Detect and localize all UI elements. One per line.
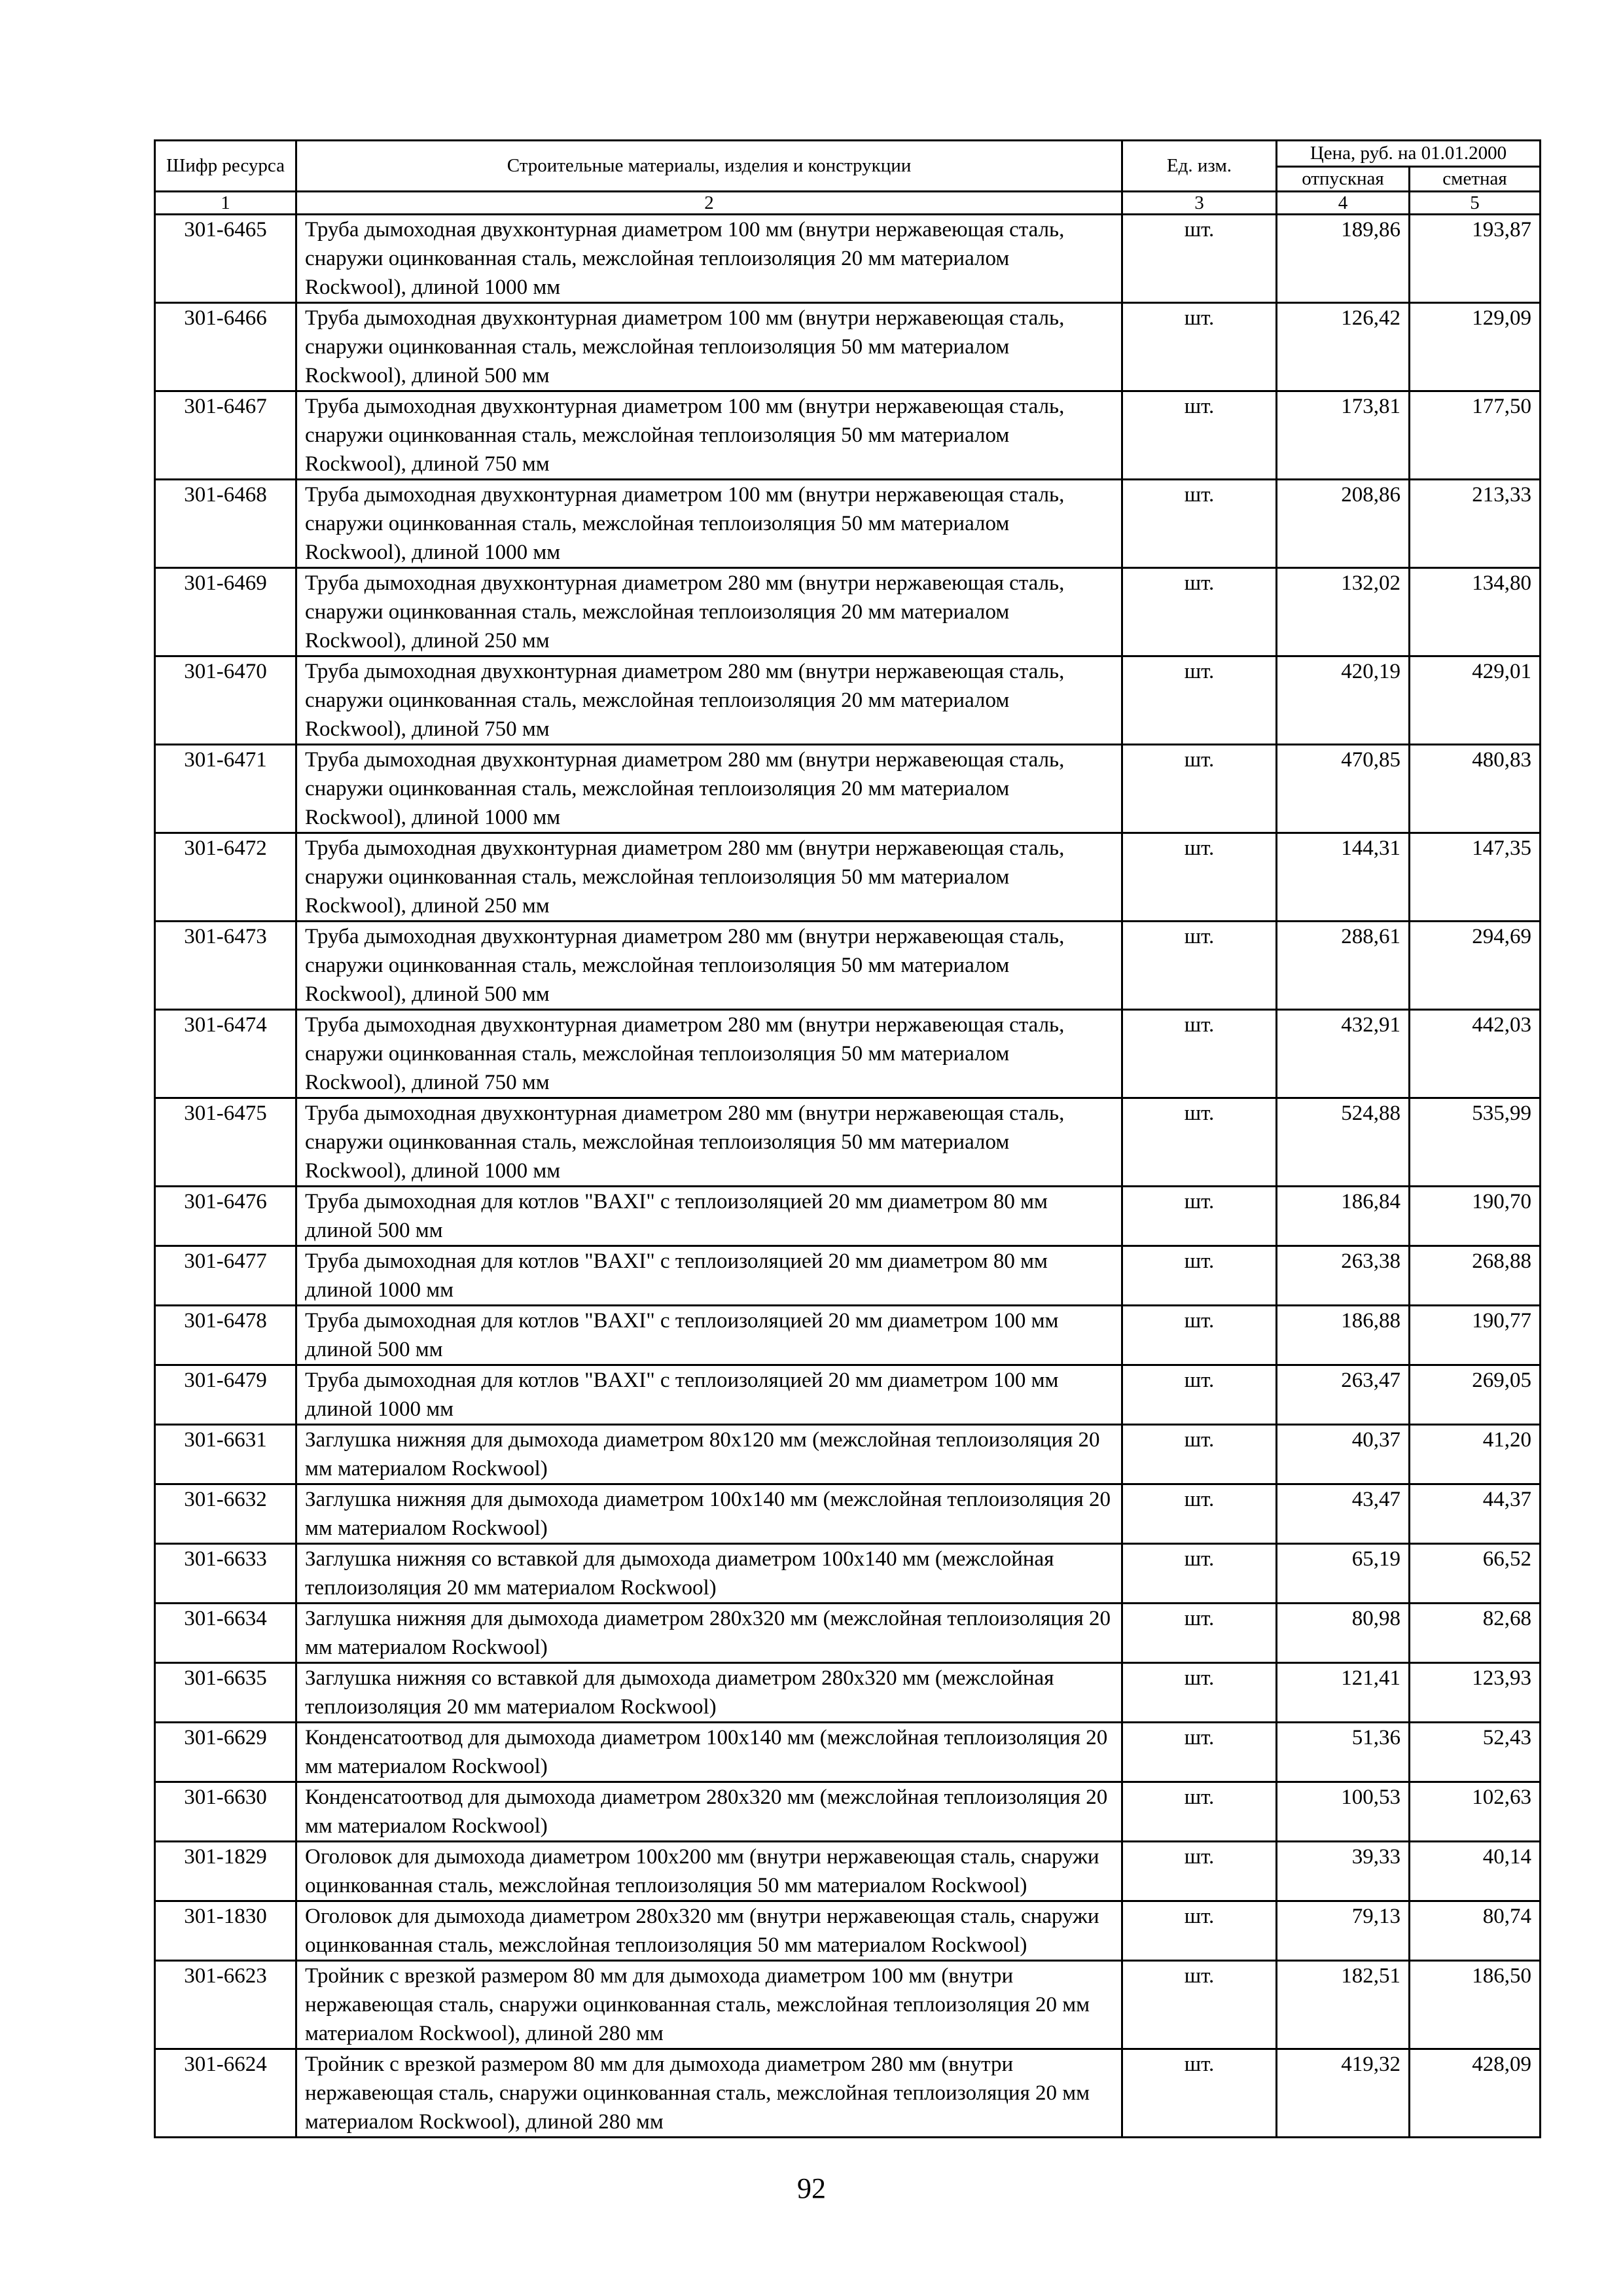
material-description: Заглушка нижняя для дымохода диаметром 100x140 мм (межслойная теплоизоляция 20 мм материалом Rockwool) <box>296 1484 1122 1544</box>
resource-code: 301-6475 <box>155 1098 296 1187</box>
estimate-price: 66,52 <box>1410 1544 1541 1604</box>
table-row <box>155 1187 1541 1246</box>
material-description: Труба дымоходная для котлов "BAXI" с теплоизоляцией 20 мм диаметром 100 мм длиной 500 мм <box>296 1306 1122 1365</box>
resource-code: 301-6629 <box>155 1723 296 1782</box>
release-price: 121,41 <box>1277 1663 1410 1723</box>
material-description: Оголовок для дымохода диаметром 280x320 мм (внутри нержавеющая сталь, снаружи оцинкованная сталь, межслойная теплоизоляция 50 мм материалом Rockwool) <box>296 1901 1122 1961</box>
material-description: Заглушка нижняя со вставкой для дымохода диаметром 280x320 мм (межслойная теплоизоляция 20 мм материалом Rockwool) <box>296 1663 1122 1723</box>
resource-code: 301-6470 <box>155 656 296 745</box>
release-price: 420,19 <box>1277 656 1410 745</box>
unit-of-measure: шт. <box>1122 568 1277 656</box>
material-description: Тройник с врезкой размером 80 мм для дымохода диаметром 100 мм (внутри нержавеющая сталь, снаружи оцинкованная сталь, межслойная теплоизоляция 20 мм материалом Rockwool), длиной 280 мм <box>296 1961 1122 2049</box>
estimate-price: 186,50 <box>1410 1961 1541 2049</box>
unit-of-measure: шт. <box>1122 833 1277 922</box>
material-description: Труба дымоходная двухконтурная диаметром 280 мм (внутри нержавеющая сталь, снаружи оцинкованная сталь, межслойная теплоизоляция 50 мм материалом Rockwool), длиной 750 мм <box>296 1010 1122 1098</box>
material-description: Труба дымоходная двухконтурная диаметром 280 мм (внутри нержавеющая сталь, снаружи оцинкованная сталь, межслойная теплоизоляция 20 мм материалом Rockwool), длиной 250 мм <box>296 568 1122 656</box>
material-description: Труба дымоходная двухконтурная диаметром 280 мм (внутри нержавеющая сталь, снаружи оцинкованная сталь, межслойная теплоизоляция 50 мм материалом Rockwool), длиной 250 мм <box>296 833 1122 922</box>
resource-code: 301-6479 <box>155 1365 296 1425</box>
material-description: Труба дымоходная двухконтурная диаметром 280 мм (внутри нержавеющая сталь, снаружи оцинкованная сталь, межслойная теплоизоляция 20 мм материалом Rockwool), длиной 750 мм <box>296 656 1122 745</box>
estimate-price: 129,09 <box>1410 303 1541 391</box>
estimate-price: 102,63 <box>1410 1782 1541 1842</box>
estimate-price: 190,77 <box>1410 1306 1541 1365</box>
unit-of-measure: шт. <box>1122 922 1277 1010</box>
estimate-price: 41,20 <box>1410 1425 1541 1484</box>
estimate-price: 480,83 <box>1410 745 1541 833</box>
material-description: Труба дымоходная двухконтурная диаметром 100 мм (внутри нержавеющая сталь, снаружи оцинкованная сталь, межслойная теплоизоляция 50 мм материалом Rockwool), длиной 750 мм <box>296 391 1122 480</box>
material-description: Труба дымоходная двухконтурная диаметром 100 мм (внутри нержавеющая сталь, снаружи оцинкованная сталь, межслойная теплоизоляция 50 мм материалом Rockwool), длиной 1000 мм <box>296 480 1122 568</box>
page-number: 92 <box>797 2172 826 2204</box>
unit-of-measure: шт. <box>1122 745 1277 833</box>
resource-code: 301-6466 <box>155 303 296 391</box>
unit-of-measure: шт. <box>1122 1484 1277 1544</box>
table-row <box>155 1484 1541 1544</box>
release-price: 79,13 <box>1277 1901 1410 1961</box>
release-price: 40,37 <box>1277 1425 1410 1484</box>
material-description: Труба дымоходная двухконтурная диаметром 280 мм (внутри нержавеющая сталь, снаружи оцинкованная сталь, межслойная теплоизоляция 50 мм материалом Rockwool), длиной 1000 мм <box>296 1098 1122 1187</box>
unit-of-measure: шт. <box>1122 1098 1277 1187</box>
resource-code: 301-6633 <box>155 1544 296 1604</box>
resource-code: 301-6623 <box>155 1961 296 2049</box>
header-estimate-price: сметная <box>1410 167 1541 192</box>
header-name: Строительные материалы, изделия и конструкции <box>296 141 1122 192</box>
release-price: 263,47 <box>1277 1365 1410 1425</box>
unit-of-measure: шт. <box>1122 1604 1277 1663</box>
table-row <box>155 656 1541 745</box>
release-price: 288,61 <box>1277 922 1410 1010</box>
unit-of-measure: шт. <box>1122 1961 1277 2049</box>
estimate-price: 193,87 <box>1410 215 1541 303</box>
header-unit: Ед. изм. <box>1122 141 1277 192</box>
resource-code: 301-6471 <box>155 745 296 833</box>
release-price: 182,51 <box>1277 1961 1410 2049</box>
release-price: 51,36 <box>1277 1723 1410 1782</box>
material-description: Труба дымоходная двухконтурная диаметром 100 мм (внутри нержавеющая сталь, снаружи оцинкованная сталь, межслойная теплоизоляция 20 мм материалом Rockwool), длиной 1000 мм <box>296 215 1122 303</box>
resource-code: 301-6468 <box>155 480 296 568</box>
estimate-price: 269,05 <box>1410 1365 1541 1425</box>
estimate-price: 429,01 <box>1410 656 1541 745</box>
unit-of-measure: шт. <box>1122 1782 1277 1842</box>
table-row <box>155 1544 1541 1604</box>
table-row <box>155 215 1541 303</box>
column-number: 4 <box>1277 192 1410 215</box>
column-number: 5 <box>1410 192 1541 215</box>
unit-of-measure: шт. <box>1122 1544 1277 1604</box>
resource-code: 301-6624 <box>155 2049 296 2138</box>
resource-code: 301-6472 <box>155 833 296 922</box>
table-row <box>155 1723 1541 1782</box>
unit-of-measure: шт. <box>1122 1425 1277 1484</box>
release-price: 186,88 <box>1277 1306 1410 1365</box>
estimate-price: 294,69 <box>1410 922 1541 1010</box>
estimate-price: 44,37 <box>1410 1484 1541 1544</box>
unit-of-measure: шт. <box>1122 1365 1277 1425</box>
unit-of-measure: шт. <box>1122 1842 1277 1901</box>
resource-code: 301-6634 <box>155 1604 296 1663</box>
release-price: 470,85 <box>1277 745 1410 833</box>
unit-of-measure: шт. <box>1122 1010 1277 1098</box>
estimate-price: 213,33 <box>1410 480 1541 568</box>
release-price: 524,88 <box>1277 1098 1410 1187</box>
release-price: 80,98 <box>1277 1604 1410 1663</box>
release-price: 126,42 <box>1277 303 1410 391</box>
table-row <box>155 1425 1541 1484</box>
estimate-price: 428,09 <box>1410 2049 1541 2138</box>
unit-of-measure: шт. <box>1122 480 1277 568</box>
table-row <box>155 1604 1541 1663</box>
column-number: 3 <box>1122 192 1277 215</box>
header-release-price: отпускная <box>1277 167 1410 192</box>
release-price: 419,32 <box>1277 2049 1410 2138</box>
release-price: 432,91 <box>1277 1010 1410 1098</box>
release-price: 144,31 <box>1277 833 1410 922</box>
release-price: 39,33 <box>1277 1842 1410 1901</box>
unit-of-measure: шт. <box>1122 1723 1277 1782</box>
table-body <box>155 215 1541 2138</box>
unit-of-measure: шт. <box>1122 2049 1277 2138</box>
estimate-price: 147,35 <box>1410 833 1541 922</box>
material-description: Тройник с врезкой размером 80 мм для дымохода диаметром 280 мм (внутри нержавеющая сталь, снаружи оцинкованная сталь, межслойная теплоизоляция 20 мм материалом Rockwool), длиной 280 мм <box>296 2049 1122 2138</box>
estimate-price: 190,70 <box>1410 1187 1541 1246</box>
material-description: Труба дымоходная двухконтурная диаметром 280 мм (внутри нержавеющая сталь, снаружи оцинкованная сталь, межслойная теплоизоляция 20 мм материалом Rockwool), длиной 1000 мм <box>296 745 1122 833</box>
resource-code: 301-1830 <box>155 1901 296 1961</box>
unit-of-measure: шт. <box>1122 1187 1277 1246</box>
table-row <box>155 2049 1541 2138</box>
release-price: 263,38 <box>1277 1246 1410 1306</box>
material-description: Конденсатоотвод для дымохода диаметром 100x140 мм (межслойная теплоизоляция 20 мм материалом Rockwool) <box>296 1723 1122 1782</box>
estimate-price: 40,14 <box>1410 1842 1541 1901</box>
table-row <box>155 745 1541 833</box>
release-price: 189,86 <box>1277 215 1410 303</box>
table-row <box>155 1663 1541 1723</box>
unit-of-measure: шт. <box>1122 1246 1277 1306</box>
unit-of-measure: шт. <box>1122 215 1277 303</box>
unit-of-measure: шт. <box>1122 656 1277 745</box>
table-row <box>155 1901 1541 1961</box>
material-description: Конденсатоотвод для дымохода диаметром 280x320 мм (межслойная теплоизоляция 20 мм материалом Rockwool) <box>296 1782 1122 1842</box>
estimate-price: 82,68 <box>1410 1604 1541 1663</box>
resource-code: 301-6632 <box>155 1484 296 1544</box>
material-description: Труба дымоходная для котлов "BAXI" с теплоизоляцией 20 мм диаметром 80 мм длиной 500 мм <box>296 1187 1122 1246</box>
release-price: 132,02 <box>1277 568 1410 656</box>
table-row <box>155 1010 1541 1098</box>
resource-code: 301-6476 <box>155 1187 296 1246</box>
unit-of-measure: шт. <box>1122 1901 1277 1961</box>
resource-code: 301-6478 <box>155 1306 296 1365</box>
resource-code: 301-6477 <box>155 1246 296 1306</box>
header-code: Шифр ресурса <box>155 141 296 192</box>
estimate-price: 268,88 <box>1410 1246 1541 1306</box>
estimate-price: 80,74 <box>1410 1901 1541 1961</box>
material-description: Оголовок для дымохода диаметром 100x200 мм (внутри нержавеющая сталь, снаружи оцинкованная сталь, межслойная теплоизоляция 50 мм материалом Rockwool) <box>296 1842 1122 1901</box>
table-row <box>155 1961 1541 2049</box>
material-description: Заглушка нижняя для дымохода диаметром 80x120 мм (межслойная теплоизоляция 20 мм материалом Rockwool) <box>296 1425 1122 1484</box>
estimate-price: 52,43 <box>1410 1723 1541 1782</box>
material-description: Труба дымоходная для котлов "BAXI" с теплоизоляцией 20 мм диаметром 80 мм длиной 1000 мм <box>296 1246 1122 1306</box>
column-number: 2 <box>296 192 1122 215</box>
material-description: Труба дымоходная двухконтурная диаметром 100 мм (внутри нержавеющая сталь, снаружи оцинкованная сталь, межслойная теплоизоляция 50 мм материалом Rockwool), длиной 500 мм <box>296 303 1122 391</box>
table-row <box>155 1246 1541 1306</box>
table-row <box>155 922 1541 1010</box>
material-description: Труба дымоходная двухконтурная диаметром 280 мм (внутри нержавеющая сталь, снаружи оцинкованная сталь, межслойная теплоизоляция 50 мм материалом Rockwool), длиной 500 мм <box>296 922 1122 1010</box>
material-description: Труба дымоходная для котлов "BAXI" с теплоизоляцией 20 мм диаметром 100 мм длиной 1000 мм <box>296 1365 1122 1425</box>
release-price: 43,47 <box>1277 1484 1410 1544</box>
resource-code: 301-6474 <box>155 1010 296 1098</box>
resource-code: 301-6465 <box>155 215 296 303</box>
unit-of-measure: шт. <box>1122 1663 1277 1723</box>
unit-of-measure: шт. <box>1122 1306 1277 1365</box>
table-row <box>155 303 1541 391</box>
unit-of-measure: шт. <box>1122 303 1277 391</box>
release-price: 173,81 <box>1277 391 1410 480</box>
resource-code: 301-6631 <box>155 1425 296 1484</box>
table-row <box>155 1365 1541 1425</box>
table-row <box>155 391 1541 480</box>
price-table <box>154 139 1541 2138</box>
release-price: 65,19 <box>1277 1544 1410 1604</box>
table-row <box>155 1782 1541 1842</box>
table-row <box>155 480 1541 568</box>
estimate-price: 442,03 <box>1410 1010 1541 1098</box>
material-description: Заглушка нижняя для дымохода диаметром 280x320 мм (межслойная теплоизоляция 20 мм материалом Rockwool) <box>296 1604 1122 1663</box>
resource-code: 301-6469 <box>155 568 296 656</box>
unit-of-measure: шт. <box>1122 391 1277 480</box>
estimate-price: 123,93 <box>1410 1663 1541 1723</box>
table-row <box>155 1842 1541 1901</box>
table-header <box>155 141 1541 215</box>
resource-code: 301-6467 <box>155 391 296 480</box>
release-price: 186,84 <box>1277 1187 1410 1246</box>
column-number: 1 <box>155 192 296 215</box>
header-price: Цена, руб. на 01.01.2000 <box>1277 141 1541 167</box>
resource-code: 301-6473 <box>155 922 296 1010</box>
table-row <box>155 833 1541 922</box>
table-row <box>155 568 1541 656</box>
estimate-price: 134,80 <box>1410 568 1541 656</box>
material-description: Заглушка нижняя со вставкой для дымохода диаметром 100x140 мм (межслойная теплоизоляция 20 мм материалом Rockwool) <box>296 1544 1122 1604</box>
resource-code: 301-6630 <box>155 1782 296 1842</box>
resource-code: 301-6635 <box>155 1663 296 1723</box>
table-row <box>155 1306 1541 1365</box>
resource-code: 301-1829 <box>155 1842 296 1901</box>
release-price: 100,53 <box>1277 1782 1410 1842</box>
release-price: 208,86 <box>1277 480 1410 568</box>
table-row <box>155 1098 1541 1187</box>
estimate-price: 177,50 <box>1410 391 1541 480</box>
estimate-price: 535,99 <box>1410 1098 1541 1187</box>
